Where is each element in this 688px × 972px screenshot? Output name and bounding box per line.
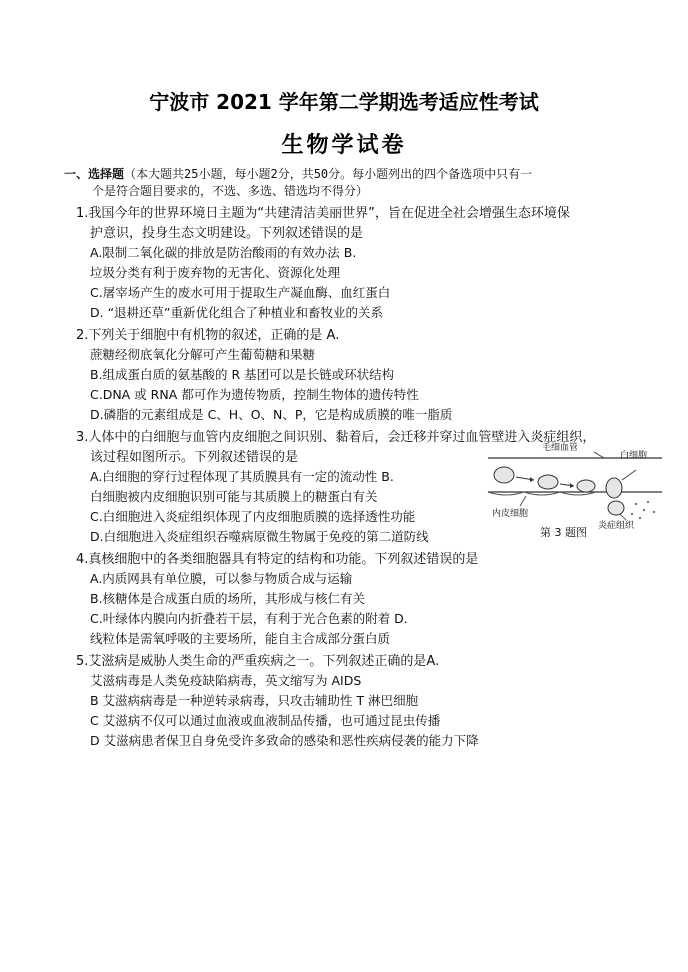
question-2-option-line: B.组成蛋白质的氨基酸的 R 基团可以是长链或环状结构 [90, 367, 395, 382]
section-label: 一、选择题 [64, 167, 125, 181]
extravasated-white-blood-cell [608, 501, 624, 515]
section-instructions [64, 165, 532, 182]
question-3-stem-cont: 该过程如图所示。下列叙述错误的是 [90, 450, 299, 465]
exam-title: 宁波市 2021 学年第二学期选考适应性考试 [149, 90, 539, 114]
question-1-stem-cont: 护意识，投身生态文明建设。下列叙述错误的是 [90, 226, 364, 241]
label-capillary: 毛细血管 [542, 443, 579, 453]
question-4-stem: 4.真核细胞中的各类细胞器具有特定的结构和功能。下列叙述错误的是 [76, 552, 479, 567]
question-4-option-line: B.核糖体是合成蛋白质的场所，其形成与核仁有关 [90, 591, 366, 606]
label-white-blood-cell: 白细胞 [620, 451, 648, 461]
question-4-option-line: C.叶绿体内膜向内折叠若干层，有利于光合色素的附着 D. [90, 611, 408, 626]
section-instructions-line1: （本大题共25小题，每小题2分，共50分。每小题列出的四个备选项中只有一 [124, 167, 533, 181]
question-3-option-line: C.白细胞进入炎症组织体现了内皮细胞质膜的选择透性功能 [90, 509, 416, 524]
label-inflamed-tissue: 炎症组织 [598, 521, 635, 531]
question-1-option-line: A.限制二氧化碳的排放是防治酸雨的有效办法 B. [90, 245, 357, 260]
figure-caption: 第 3 题图 [540, 526, 587, 539]
question-2-option-line: C.DNA 或 RNA 都可作为遗传物质，控制生物体的遗传特性 [90, 387, 419, 402]
question-5-option-line: 艾滋病毒是人类免疫缺陷病毒，英文缩写为 AIDS [90, 673, 362, 688]
question-3-option-line: A.白细胞的穿行过程体现了其质膜具有一定的流动性 B. [90, 469, 394, 484]
question-1-stem: 1.我国今年的世界环境日主题为“共建清洁美丽世界”，旨在促进全社会增强生态环境保 [76, 206, 570, 221]
section-instructions-line2: 个是符合题目要求的，不选、多选、错选均不得分） [92, 184, 369, 198]
question-2-stem: 2.下列关于细胞中有机物的叙述，正确的是 A. [76, 328, 340, 343]
white-blood-cell [494, 467, 514, 483]
question-2-option-line: 蔗糖经彻底氧化分解可产生葡萄糖和果糖 [90, 347, 316, 362]
question-5-option-line: C 艾滋病不仅可以通过血液或血液制品传播，也可通过昆虫传播 [90, 713, 441, 728]
question-5-stem: 5.艾滋病是威胁人类生命的严重疾病之一。下列叙述正确的是A. [76, 654, 440, 669]
question-1-option-line: C.屠宰场产生的废水可用于提取生产凝血酶、血红蛋白 [90, 285, 391, 300]
question-3-option-line: 白细胞被内皮细胞识别可能与其质膜上的糖蛋白有关 [90, 489, 378, 504]
question-2-option-line: D.磷脂的元素组成是 C、H、O、N、P，它是构成质膜的唯一脂质 [90, 407, 453, 422]
question-1-option-line: 垃圾分类有利于废弃物的无害化、资源化处理 [90, 265, 341, 280]
question-3-stem: 3.人体中的白细胞与血管内皮细胞之间识别、黏着后，会迁移并穿过血管壁进入炎症组织， [76, 430, 596, 445]
question-3-option-line: D.白细胞进入炎症组织吞噬病原微生物属于免疫的第二道防线 [90, 529, 429, 544]
inflamed-tissue [631, 501, 655, 519]
migrating-white-blood-cell [606, 478, 622, 498]
question-5-option-line: D 艾滋病患者保卫自身免受许多致命的感染和恶性疾病侵袭的能力下降 [90, 733, 479, 748]
paper-subtitle: 生物学试卷 [281, 133, 407, 158]
question-5-option-line: B 艾滋病病毒是一种逆转录病毒，只攻击辅助性 T 淋巴细胞 [90, 693, 419, 708]
white-blood-cell [538, 475, 558, 489]
question-1-option-line: D. “退耕还草”重新优化组合了种植业和畜牧业的关系 [90, 305, 384, 320]
white-blood-cell [577, 480, 595, 492]
question-4-option-line: 线粒体是需氧呼吸的主要场所，能自主合成部分蛋白质 [90, 631, 391, 646]
label-endothelial-cell: 内皮细胞 [492, 509, 529, 519]
question-4-option-line: A.内质网具有单位膜，可以参与物质合成与运输 [90, 571, 353, 586]
